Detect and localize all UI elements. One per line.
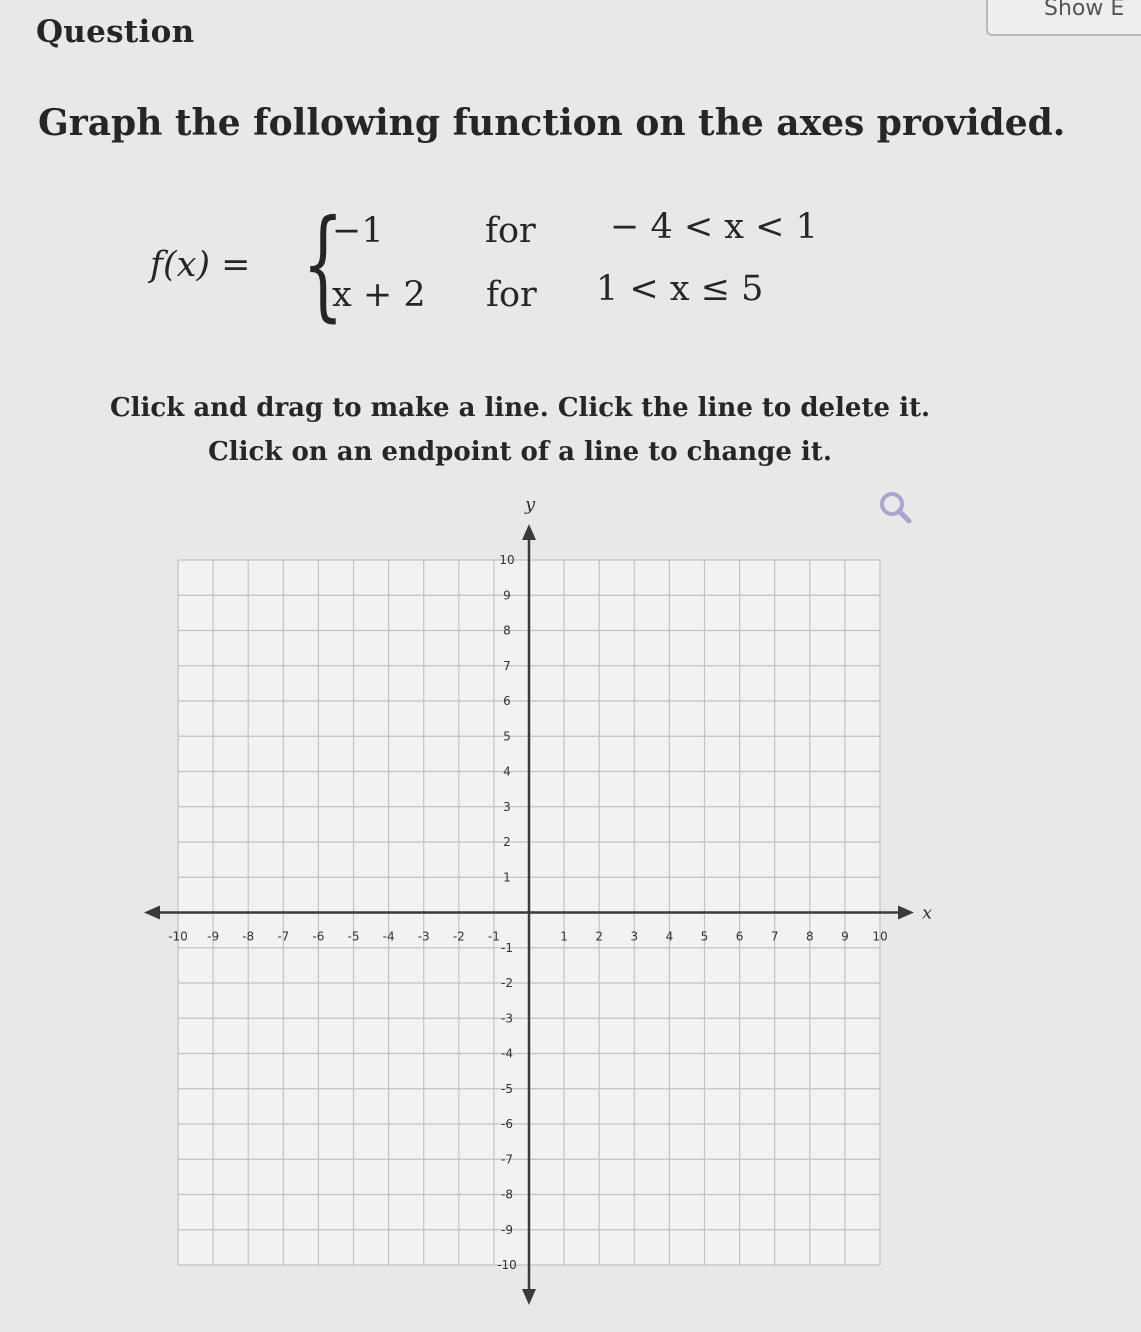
x-tick-label: -2: [452, 929, 465, 944]
y-axis-arrow-down: [522, 1289, 536, 1305]
x-tick-label: -4: [382, 929, 395, 944]
y-tick-label: 4: [503, 764, 511, 779]
y-tick-label: -8: [501, 1187, 513, 1202]
piece-2-expr: x + 2: [332, 275, 426, 315]
y-axis-label: y: [525, 494, 536, 515]
y-tick-label: 9: [503, 588, 511, 603]
x-tick-label: 1: [560, 929, 568, 944]
x-tick-label: -5: [347, 929, 360, 944]
y-tick-label: -7: [501, 1152, 513, 1167]
y-tick-label: 3: [503, 799, 511, 814]
piece-2-for: for: [486, 275, 537, 315]
show-button-label: Show E: [1044, 0, 1125, 21]
x-tick-label: 4: [665, 929, 674, 944]
piece-1-for: for: [485, 211, 536, 251]
y-tick-label: -10: [497, 1258, 517, 1272]
x-tick-label: 9: [841, 929, 849, 944]
help-text-line-2: Click on an endpoint of a line to change it.: [208, 437, 832, 467]
y-tick-label: -3: [501, 1011, 513, 1026]
instruction-text: Graph the following function on the axes provided.: [38, 102, 1066, 144]
x-tick-label: -6: [312, 929, 325, 944]
x-tick-label: 7: [770, 929, 779, 944]
y-tick-label: 2: [503, 835, 511, 849]
x-axis-label: x: [922, 902, 933, 924]
x-tick-label: -9: [207, 929, 220, 944]
y-tick-label: 6: [503, 694, 511, 708]
x-tick-label: -3: [417, 929, 430, 944]
formula-brace: {: [302, 195, 344, 334]
y-tick-label: -5: [501, 1081, 513, 1096]
y-tick-label: -6: [501, 1117, 513, 1131]
piece-1-condition: − 4 < x < 1: [610, 207, 818, 247]
y-tick-label: -4: [501, 1046, 513, 1061]
y-tick-label: 8: [503, 623, 511, 638]
y-tick-label: -2: [501, 976, 513, 990]
piece-2-condition: 1 < x ≤ 5: [596, 269, 764, 309]
y-tick-label: 1: [503, 870, 511, 885]
x-tick-label: -7: [277, 929, 290, 944]
y-tick-label: -1: [501, 940, 513, 955]
formula-lhs: f(x) =: [150, 245, 251, 285]
x-tick-label: -1: [487, 929, 500, 944]
x-tick-label: 5: [700, 929, 709, 944]
y-tick-label: -9: [501, 1222, 513, 1237]
x-tick-label: 6: [735, 929, 744, 944]
x-axis-arrow-left: [144, 906, 160, 920]
x-tick-label: 10: [872, 929, 888, 944]
magnifier-icon[interactable]: [876, 488, 916, 528]
x-tick-label: -10: [168, 929, 188, 944]
piece-1-expr: −1: [332, 211, 384, 251]
question-heading: Question: [36, 14, 195, 50]
help-text-line-1: Click and drag to make a line. Click the line to delete it.: [109, 393, 931, 423]
x-tick-label: 3: [630, 929, 639, 944]
y-tick-label: 10: [499, 553, 515, 567]
y-axis-arrow-up: [522, 524, 536, 540]
x-tick-label: 2: [595, 929, 604, 944]
x-axis-arrow-right: [898, 906, 914, 920]
x-tick-label: 8: [805, 929, 814, 944]
x-tick-label: -8: [242, 929, 255, 944]
y-tick-label: 5: [503, 729, 511, 744]
y-tick-label: 7: [503, 658, 511, 673]
